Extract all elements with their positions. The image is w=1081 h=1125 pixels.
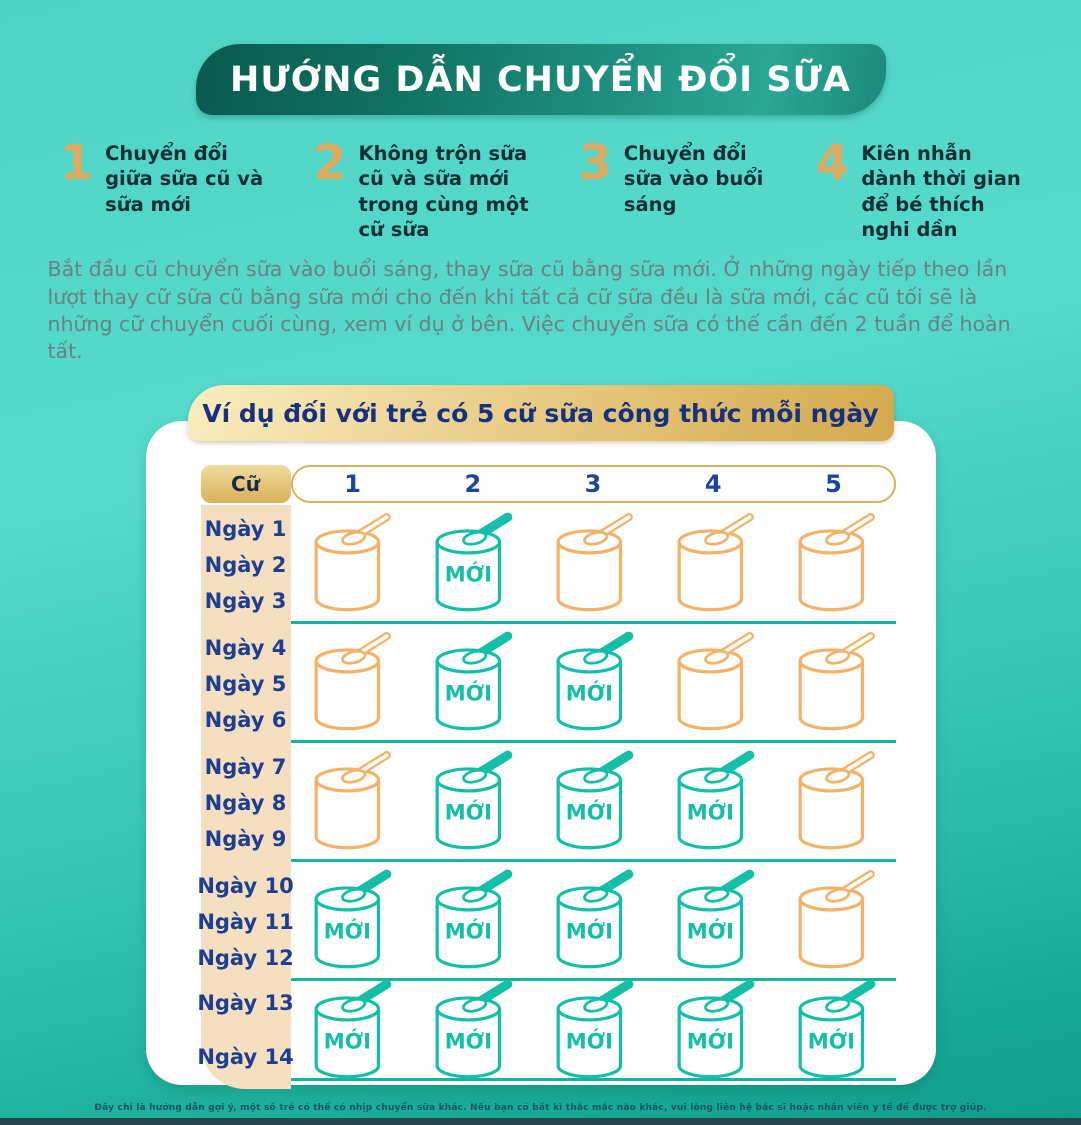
bottom-strip <box>0 1118 1081 1125</box>
day-group-labels <box>197 862 294 981</box>
milk-can-old-icon <box>791 867 879 973</box>
milk-can-new-icon <box>549 629 637 735</box>
day-group-labels <box>201 624 291 743</box>
step-text: Kiên nhẫn dành thời gian để bé thích nghi dần <box>861 142 1021 242</box>
svg-text:MỚI: MỚI <box>686 1028 734 1054</box>
svg-text:MỚI: MỚI <box>444 1028 492 1054</box>
svg-text:MỚI: MỚI <box>444 918 492 944</box>
milk-can-old-icon <box>670 629 758 735</box>
cans-grid <box>291 505 896 1089</box>
corner-cell: Cữ <box>201 465 291 503</box>
table-header-row <box>201 465 936 503</box>
steps-section <box>59 135 1021 242</box>
milk-can-new-icon <box>791 977 879 1083</box>
milk-can-new-icon <box>428 629 516 735</box>
can-cell <box>291 510 412 616</box>
svg-text:MỚI: MỚI <box>444 799 492 825</box>
day-group-labels <box>201 743 291 862</box>
table-body <box>197 505 936 1089</box>
step-number: 1 <box>59 135 94 191</box>
milk-can-new-icon <box>670 977 758 1083</box>
can-cell <box>291 629 412 735</box>
can-cell <box>654 867 775 973</box>
day-label: Ngày 4 <box>204 636 287 661</box>
svg-text:MỚI: MỚI <box>807 1028 855 1054</box>
day-label: Ngày 2 <box>204 552 287 577</box>
milk-can-old-icon <box>791 510 879 616</box>
can-cell <box>654 629 775 735</box>
day-label: Ngày 1 <box>204 517 287 542</box>
column-number: 3 <box>584 470 602 499</box>
can-cell <box>533 748 654 854</box>
can-cell <box>412 510 533 616</box>
svg-text:MỚI: MỚI <box>686 799 734 825</box>
can-cell <box>533 510 654 616</box>
day-label: Ngày 12 <box>197 945 294 970</box>
day-label: Ngày 6 <box>204 707 287 732</box>
svg-text:MỚI: MỚI <box>444 680 492 706</box>
can-cell <box>412 748 533 854</box>
svg-text:MỚI: MỚI <box>444 561 492 587</box>
milk-can-new-icon <box>428 977 516 1083</box>
can-cell <box>775 977 896 1083</box>
day-label: Ngày 7 <box>204 755 287 780</box>
milk-can-old-icon <box>791 629 879 735</box>
intro-paragraph: Bắt đầu cũ chuyển sữa vào buổi sáng, thay sữa cũ bằng sữa mới. Ở những ngày tiếp theo lần lượt thay cữ sữa cũ bằng sữa mới cho đến khi tất cả cữ sữa đều là sữa mới, các cũ tối sẽ là những cữ chuyển cuối cùng, xem ví dụ ở bên. Việc chuyển sữa có thế cần đến 2 tuần để hoàn tất. <box>47 257 1011 364</box>
can-cell <box>291 977 412 1083</box>
can-group-row <box>291 624 896 743</box>
day-label: Ngày 5 <box>204 671 287 696</box>
step-number: 2 <box>313 135 347 191</box>
can-cell <box>533 867 654 973</box>
column-number: 4 <box>704 470 722 499</box>
can-cell <box>654 977 775 1083</box>
day-label: Ngày 9 <box>204 826 287 851</box>
milk-can-new-icon <box>549 977 637 1083</box>
title-banner <box>196 44 886 115</box>
step-text: Chuyển đổi sữa vào buổi sáng <box>623 142 764 216</box>
can-cell <box>775 748 896 854</box>
can-group-row <box>291 743 896 862</box>
svg-text:MỚI: MỚI <box>323 1028 371 1054</box>
can-cell <box>775 629 896 735</box>
step-number: 3 <box>578 135 612 191</box>
milk-can-old-icon <box>791 748 879 854</box>
step-number: 4 <box>815 135 850 191</box>
milk-can-new-icon <box>549 748 637 854</box>
svg-text:MỚI: MỚI <box>323 918 371 944</box>
can-cell <box>654 510 775 616</box>
milk-can-new-icon <box>428 867 516 973</box>
can-cell <box>654 748 775 854</box>
table-panel <box>146 421 936 1085</box>
step-item-2 <box>313 135 538 242</box>
milk-can-old-icon <box>670 510 758 616</box>
step-item-4 <box>815 135 1021 242</box>
can-cell <box>412 977 533 1083</box>
step-text: Không trộn sữa cũ và sữa mới trong cùng một cữ sữa <box>358 142 529 242</box>
can-cell <box>775 867 896 973</box>
column-number: 5 <box>825 470 842 499</box>
day-label: Ngày 10 <box>197 874 294 899</box>
milk-can-new-icon <box>428 748 516 854</box>
svg-text:MỚI: MỚI <box>565 1028 613 1054</box>
day-group-labels <box>197 981 294 1081</box>
milk-can-old-icon <box>307 629 395 735</box>
milk-can-old-icon <box>307 748 395 854</box>
column-number: 1 <box>344 470 361 499</box>
can-cell <box>775 510 896 616</box>
step-item-1 <box>59 135 273 217</box>
columns-pill <box>291 465 896 503</box>
milk-can-new-icon <box>428 510 516 616</box>
day-label: Ngày 13 <box>197 991 294 1016</box>
can-group-row <box>291 981 896 1081</box>
svg-text:MỚI: MỚI <box>565 680 613 706</box>
day-label: Ngày 3 <box>204 588 287 613</box>
step-item-3 <box>578 135 776 217</box>
milk-can-new-icon <box>307 977 395 1083</box>
day-group-labels <box>201 505 291 624</box>
can-cell <box>291 748 412 854</box>
can-cell <box>291 867 412 973</box>
can-cell <box>533 629 654 735</box>
milk-can-old-icon <box>549 510 637 616</box>
milk-can-old-icon <box>307 510 395 616</box>
can-group-row <box>291 505 896 624</box>
milk-can-new-icon <box>670 867 758 973</box>
can-cell <box>533 977 654 1083</box>
day-label: Ngày 14 <box>197 1045 294 1070</box>
can-cell <box>412 629 533 735</box>
milk-can-new-icon <box>549 867 637 973</box>
svg-text:MỚI: MỚI <box>565 918 613 944</box>
footer-note: Đây chỉ là hướng dẫn gợi ý, một số trẻ có thể có nhịp chuyển sữa khác. Nếu bạn có bất kì thắc mắc nào khác, vui lòng liên hệ bác sĩ hoặc nhân viên y tế để được trợ giúp. <box>94 1103 987 1113</box>
svg-text:MỚI: MỚI <box>686 918 734 944</box>
column-number: 2 <box>464 470 482 499</box>
example-banner-title: Ví dụ đối với trẻ có 5 cữ sữa công thức mỗi ngày <box>202 398 879 428</box>
day-labels-column <box>197 505 294 1089</box>
infographic-page <box>0 44 1081 1125</box>
step-text: Chuyển đổi giữa sữa cũ và sữa mới <box>105 142 264 216</box>
milk-can-new-icon <box>307 867 395 973</box>
day-label: Ngày 11 <box>197 909 294 934</box>
can-cell <box>412 867 533 973</box>
example-banner <box>188 385 894 441</box>
svg-text:MỚI: MỚI <box>565 799 613 825</box>
can-group-row <box>291 862 896 981</box>
day-label: Ngày 8 <box>204 790 287 815</box>
page-title: HƯỚNG DẪN CHUYỂN ĐỔI SỮA <box>230 59 851 100</box>
milk-can-new-icon <box>670 748 758 854</box>
